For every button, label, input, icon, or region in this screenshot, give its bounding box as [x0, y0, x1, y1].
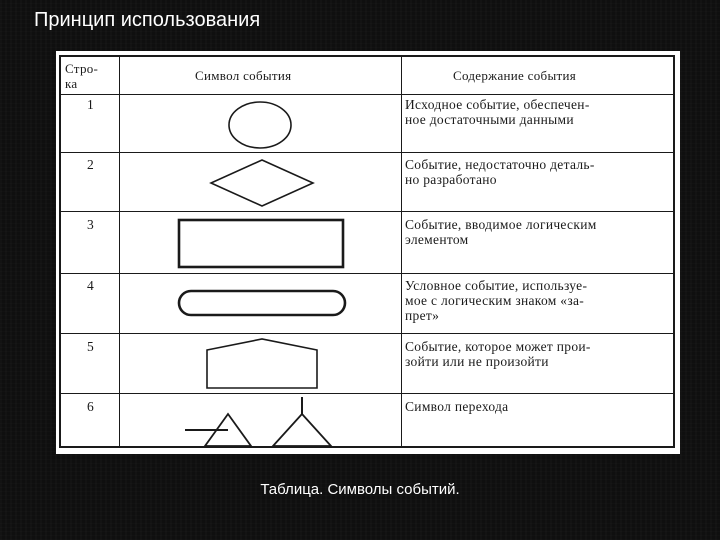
row-divider — [61, 211, 673, 212]
row-divider — [61, 152, 673, 153]
row-number: 6 — [87, 399, 95, 414]
header-symbol: Символ события — [195, 68, 292, 83]
row-number: 1 — [87, 97, 95, 112]
event-symbols-table — [56, 51, 680, 454]
row-number: 4 — [87, 278, 95, 293]
table-frame — [59, 55, 675, 448]
column-divider — [401, 57, 402, 446]
row-content: Символ перехода — [405, 399, 509, 414]
row-content: Событие, недостаточно деталь- но разработано — [405, 157, 595, 187]
row-number: 3 — [87, 217, 95, 232]
rectangle-symbol — [175, 217, 347, 273]
row-divider — [61, 94, 673, 95]
row-content: Условное событие, используе- мое с логическим знаком «за- прет» — [405, 278, 588, 323]
row-content: Исходное событие, обеспечен- ное достаточными данными — [405, 97, 590, 127]
header-content: Содержание события — [453, 68, 577, 83]
house-symbol — [203, 336, 321, 392]
circle-symbol — [225, 100, 295, 150]
slide-title: Принцип использования — [34, 9, 261, 31]
row-divider — [61, 273, 673, 274]
row-number: 5 — [87, 339, 95, 354]
table-caption: Таблица. Символы событий. — [260, 481, 460, 498]
transfer-triangles-symbol — [181, 395, 341, 449]
row-content: Событие, вводимое логическим элементом — [405, 217, 597, 247]
row-divider — [61, 393, 673, 394]
column-divider — [119, 57, 120, 446]
header-row-number: Стро- ка — [65, 61, 99, 91]
row-number: 2 — [87, 157, 95, 172]
rounded-rectangle-symbol — [175, 287, 349, 321]
diamond-symbol — [207, 157, 317, 209]
row-content: Событие, которое может прои- зойти или не произойти — [405, 339, 591, 369]
row-divider — [61, 333, 673, 334]
